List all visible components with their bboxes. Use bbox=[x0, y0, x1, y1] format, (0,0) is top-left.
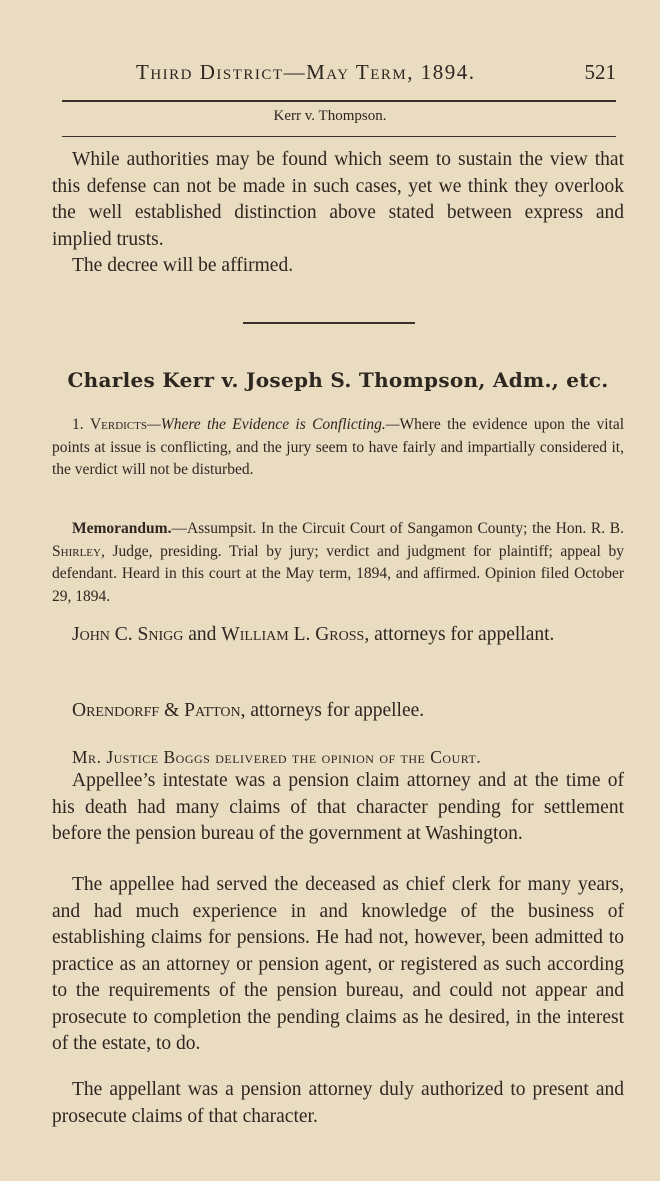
running-head: Third District—May Term, 1894. bbox=[136, 60, 476, 84]
caption-rule bbox=[62, 136, 616, 137]
attorney-conj: and bbox=[183, 624, 222, 645]
opinion-paragraph-2: The appellee had served the deceased as chief clerk for many years, and had much experience in and knowledge of the business of establishing claims for pensions. He had not, however, been admitted to practice as an attorney or pension agent, or registered as such according to the requirements of the pension bureau, and could not appear and prosecute to completion the pending claims as he desired, in the interest of the estate, to do. bbox=[52, 874, 624, 1054]
headnote-text: Where the evidence upon the vital points at issue is conflicting, and the jury seem to have fairly and impartially considered it, the verdict will not be disturbed. bbox=[52, 416, 624, 478]
attorney-name-2: William L. Gross bbox=[221, 624, 365, 645]
headnote-number: 1. bbox=[72, 416, 84, 433]
case-title: Charles Kerr v. Joseph S. Thompson, Adm., etc. bbox=[67, 368, 609, 392]
memorandum-label: Memorandum. bbox=[72, 520, 172, 537]
headnote-topic: Verdicts bbox=[89, 416, 147, 433]
attorney-role-appellee: , attorneys for appellee. bbox=[240, 700, 425, 721]
section-divider bbox=[243, 322, 415, 324]
attorneys-appellee bbox=[52, 698, 624, 725]
memorandum-text-1: —Assumpsit. In the Circuit Court of Sangamon County; the Hon. R. B. bbox=[171, 520, 624, 537]
page-header bbox=[52, 60, 624, 90]
page-number: 521 bbox=[584, 60, 616, 84]
headnote-subtopic: —Where the Evidence is Conflicting.— bbox=[147, 416, 400, 433]
memorandum-judge: Shirley bbox=[52, 542, 101, 560]
attorneys-appellant bbox=[52, 622, 624, 649]
appellee-attorney-names: Orendorff & Patton bbox=[72, 700, 241, 721]
opinion-paragraph-1: Appellee’s intestate was a pension claim attorney and at the time of his death had many claims of that character pending for settlement before the pension bureau of the government at Washington. bbox=[52, 770, 624, 844]
attorney-role-appellant: , attorneys for appellant. bbox=[364, 624, 555, 645]
memorandum bbox=[52, 518, 624, 608]
headnote bbox=[52, 414, 624, 482]
decree-affirmed-paragraph: The decree will be affirmed. bbox=[72, 255, 294, 276]
opening-paragraph: While authorities may be found which seem to sustain the view that this defense can not be made in such cases, yet we think they overlook the well established distinction above stated between express and implied trusts. bbox=[52, 149, 624, 250]
opinion-paragraph-3: The appellant was a pension attorney duly authorized to present and prosecute claims of that character. bbox=[52, 1079, 624, 1127]
case-caption: Kerr v. Thompson. bbox=[273, 108, 387, 124]
header-rule bbox=[62, 100, 616, 102]
opinion-intro: Mr. Justice Boggs delivered the opinion of the Court. bbox=[72, 747, 482, 767]
attorney-name-1: John C. Snigg bbox=[72, 624, 184, 645]
memorandum-text-2: , Judge, presiding. Trial by jury; verdict and judgment for plaintiff; appeal by defendant. Heard in this court at the May term, 1894, and affirmed. Opinion filed October 29, 1894. bbox=[52, 542, 624, 605]
